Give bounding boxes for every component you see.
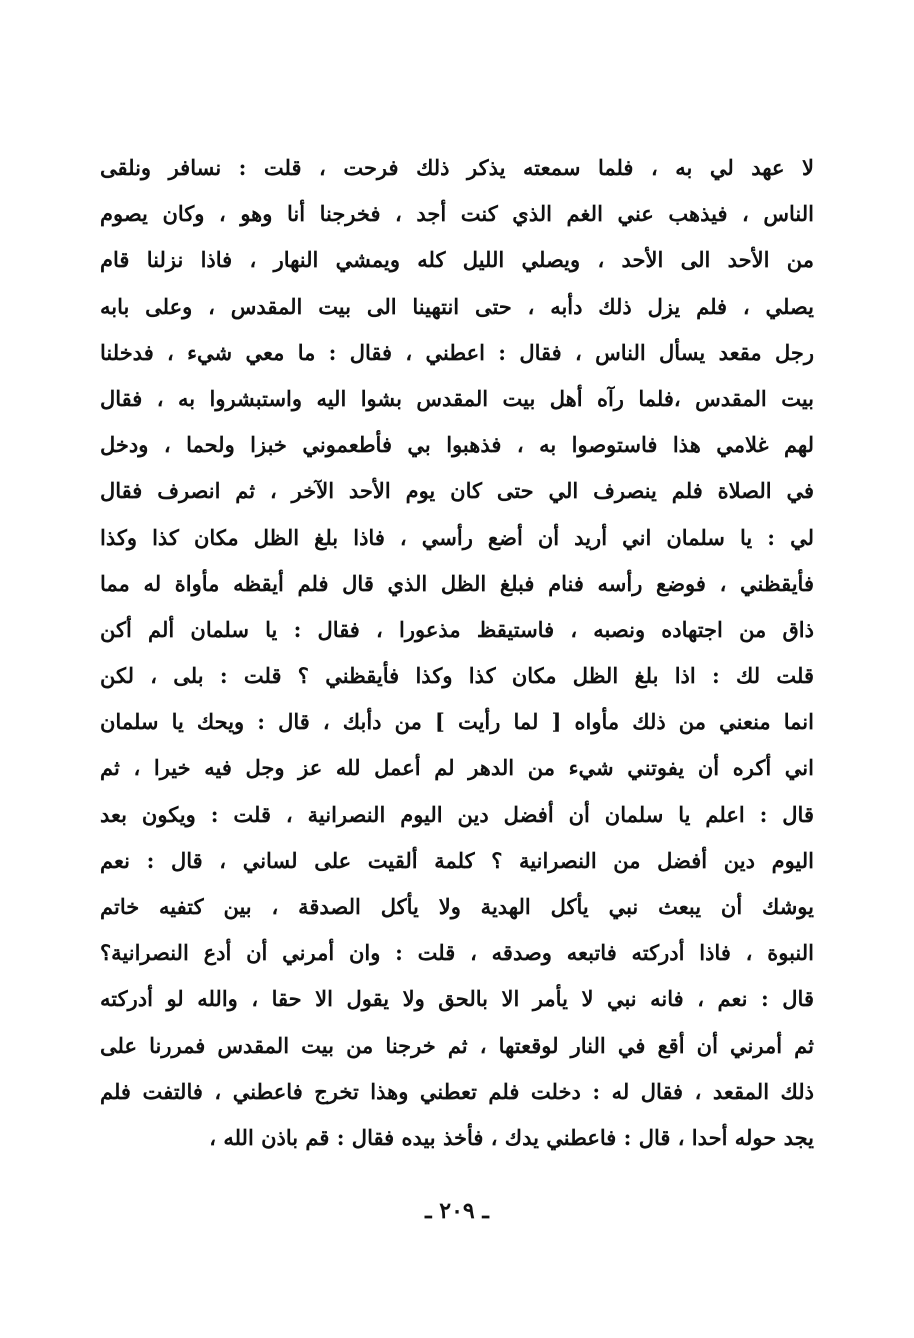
text-line-9: لي : يا سلمان اني أريد أن أضع رأسي ، فاذا بلغ الظل مكان كذا وكذا	[100, 524, 814, 550]
text-line-3: من الأحد الى الأحد ، ويصلي الليل كله ويمشي النهار ، فاذا نزلنا قام	[100, 247, 814, 273]
text-line-14: اني أكره أن يفوتني شيء من الدهر لم أعمل لله عز وجل فيه خيرا ، ثم	[100, 755, 814, 781]
text-line-18: النبوة ، فاذا أدركته فاتبعه وصدقه ، قلت : وان أمرني أن أدع النصرانية؟	[100, 940, 814, 966]
text-line-8: في الصلاة فلم ينصرف الي حتى كان يوم الأحد الآخر ، ثم انصرف فقال	[100, 478, 814, 504]
text-line-20: ثم أمرني أن أقع في النار لوقعتها ، ثم خرجنا من بيت المقدس فمررنا على	[100, 1032, 814, 1058]
text-line-15: قال : اعلم يا سلمان أن أفضل دين اليوم النصرانية ، قلت : ويكون بعد	[100, 801, 814, 827]
page-number: ـ ٢٠٩ ـ	[425, 1198, 489, 1224]
text-line-4: يصلي ، فلم يزل ذلك دأبه ، حتى انتهينا الى بيت المقدس ، وعلى بابه	[100, 293, 814, 319]
text-line-21: ذلك المقعد ، فقال له : دخلت فلم تعطني وهذا تخرج فاعطني ، فالتفت فلم	[100, 1078, 814, 1104]
text-line-17: يوشك أن يبعث نبي يأكل الهدية ولا يأكل الصدقة ، بين كتفيه خاتم	[100, 894, 814, 919]
text-line-19: قال : نعم ، فانه نبي لا يأمر الا بالحق ولا يقول الا حقا ، والله لو أدركته	[100, 986, 814, 1012]
text-line-10: فأيقظني ، فوضع رأسه فنام فبلغ الظل الذي قال فلم أيقظه مأواة له مما	[100, 570, 814, 596]
text-line-22: يجد حوله أحدا ، قال : فاعطني يدك ، فأخذ بيده فقال : قم باذن الله ،	[209, 1124, 814, 1150]
text-line-13: انما منعني من ذلك مأواه [ لما رأيت ] من دأبك ، قال : ويحك يا سلمان	[100, 709, 814, 735]
text-line-5: رجل مقعد يسأل الناس ، فقال : اعطني ، فقال : ما معي شيء ، فدخلنا	[100, 339, 814, 365]
text-line-11: ذاق من اجتهاده ونصبه ، فاستيقظ مذعورا ، فقال : يا سلمان ألم أكن	[100, 616, 814, 642]
text-line-2: الناس ، فيذهب عني الغم الذي كنت أجد ، فخرجنا أنا وهو ، وكان يصوم	[100, 201, 814, 227]
text-line-7: لهم غلامي هذا فاستوصوا به ، فذهبوا بي فأطعموني خبزا ولحما ، ودخل	[100, 432, 814, 458]
text-line-16: اليوم دين أفضل من النصرانية ؟ كلمة ألقيت على لساني ، قال : نعم	[100, 847, 814, 873]
body-text	[100, 145, 814, 1161]
text-line-12: قلت لك : اذا بلغ الظل مكان كذا وكذا فأيقظني ؟ قلت : بلى ، لكن	[100, 663, 814, 689]
text-line-1: لا عهد لي به ، فلما سمعته يذكر ذلك فرحت ، قلت : نسافر ونلقى	[100, 155, 814, 180]
text-line-6: بيت المقدس ،فلما رآه أهل بيت المقدس بشوا اليه واستبشروا به ، فقال	[100, 385, 814, 411]
